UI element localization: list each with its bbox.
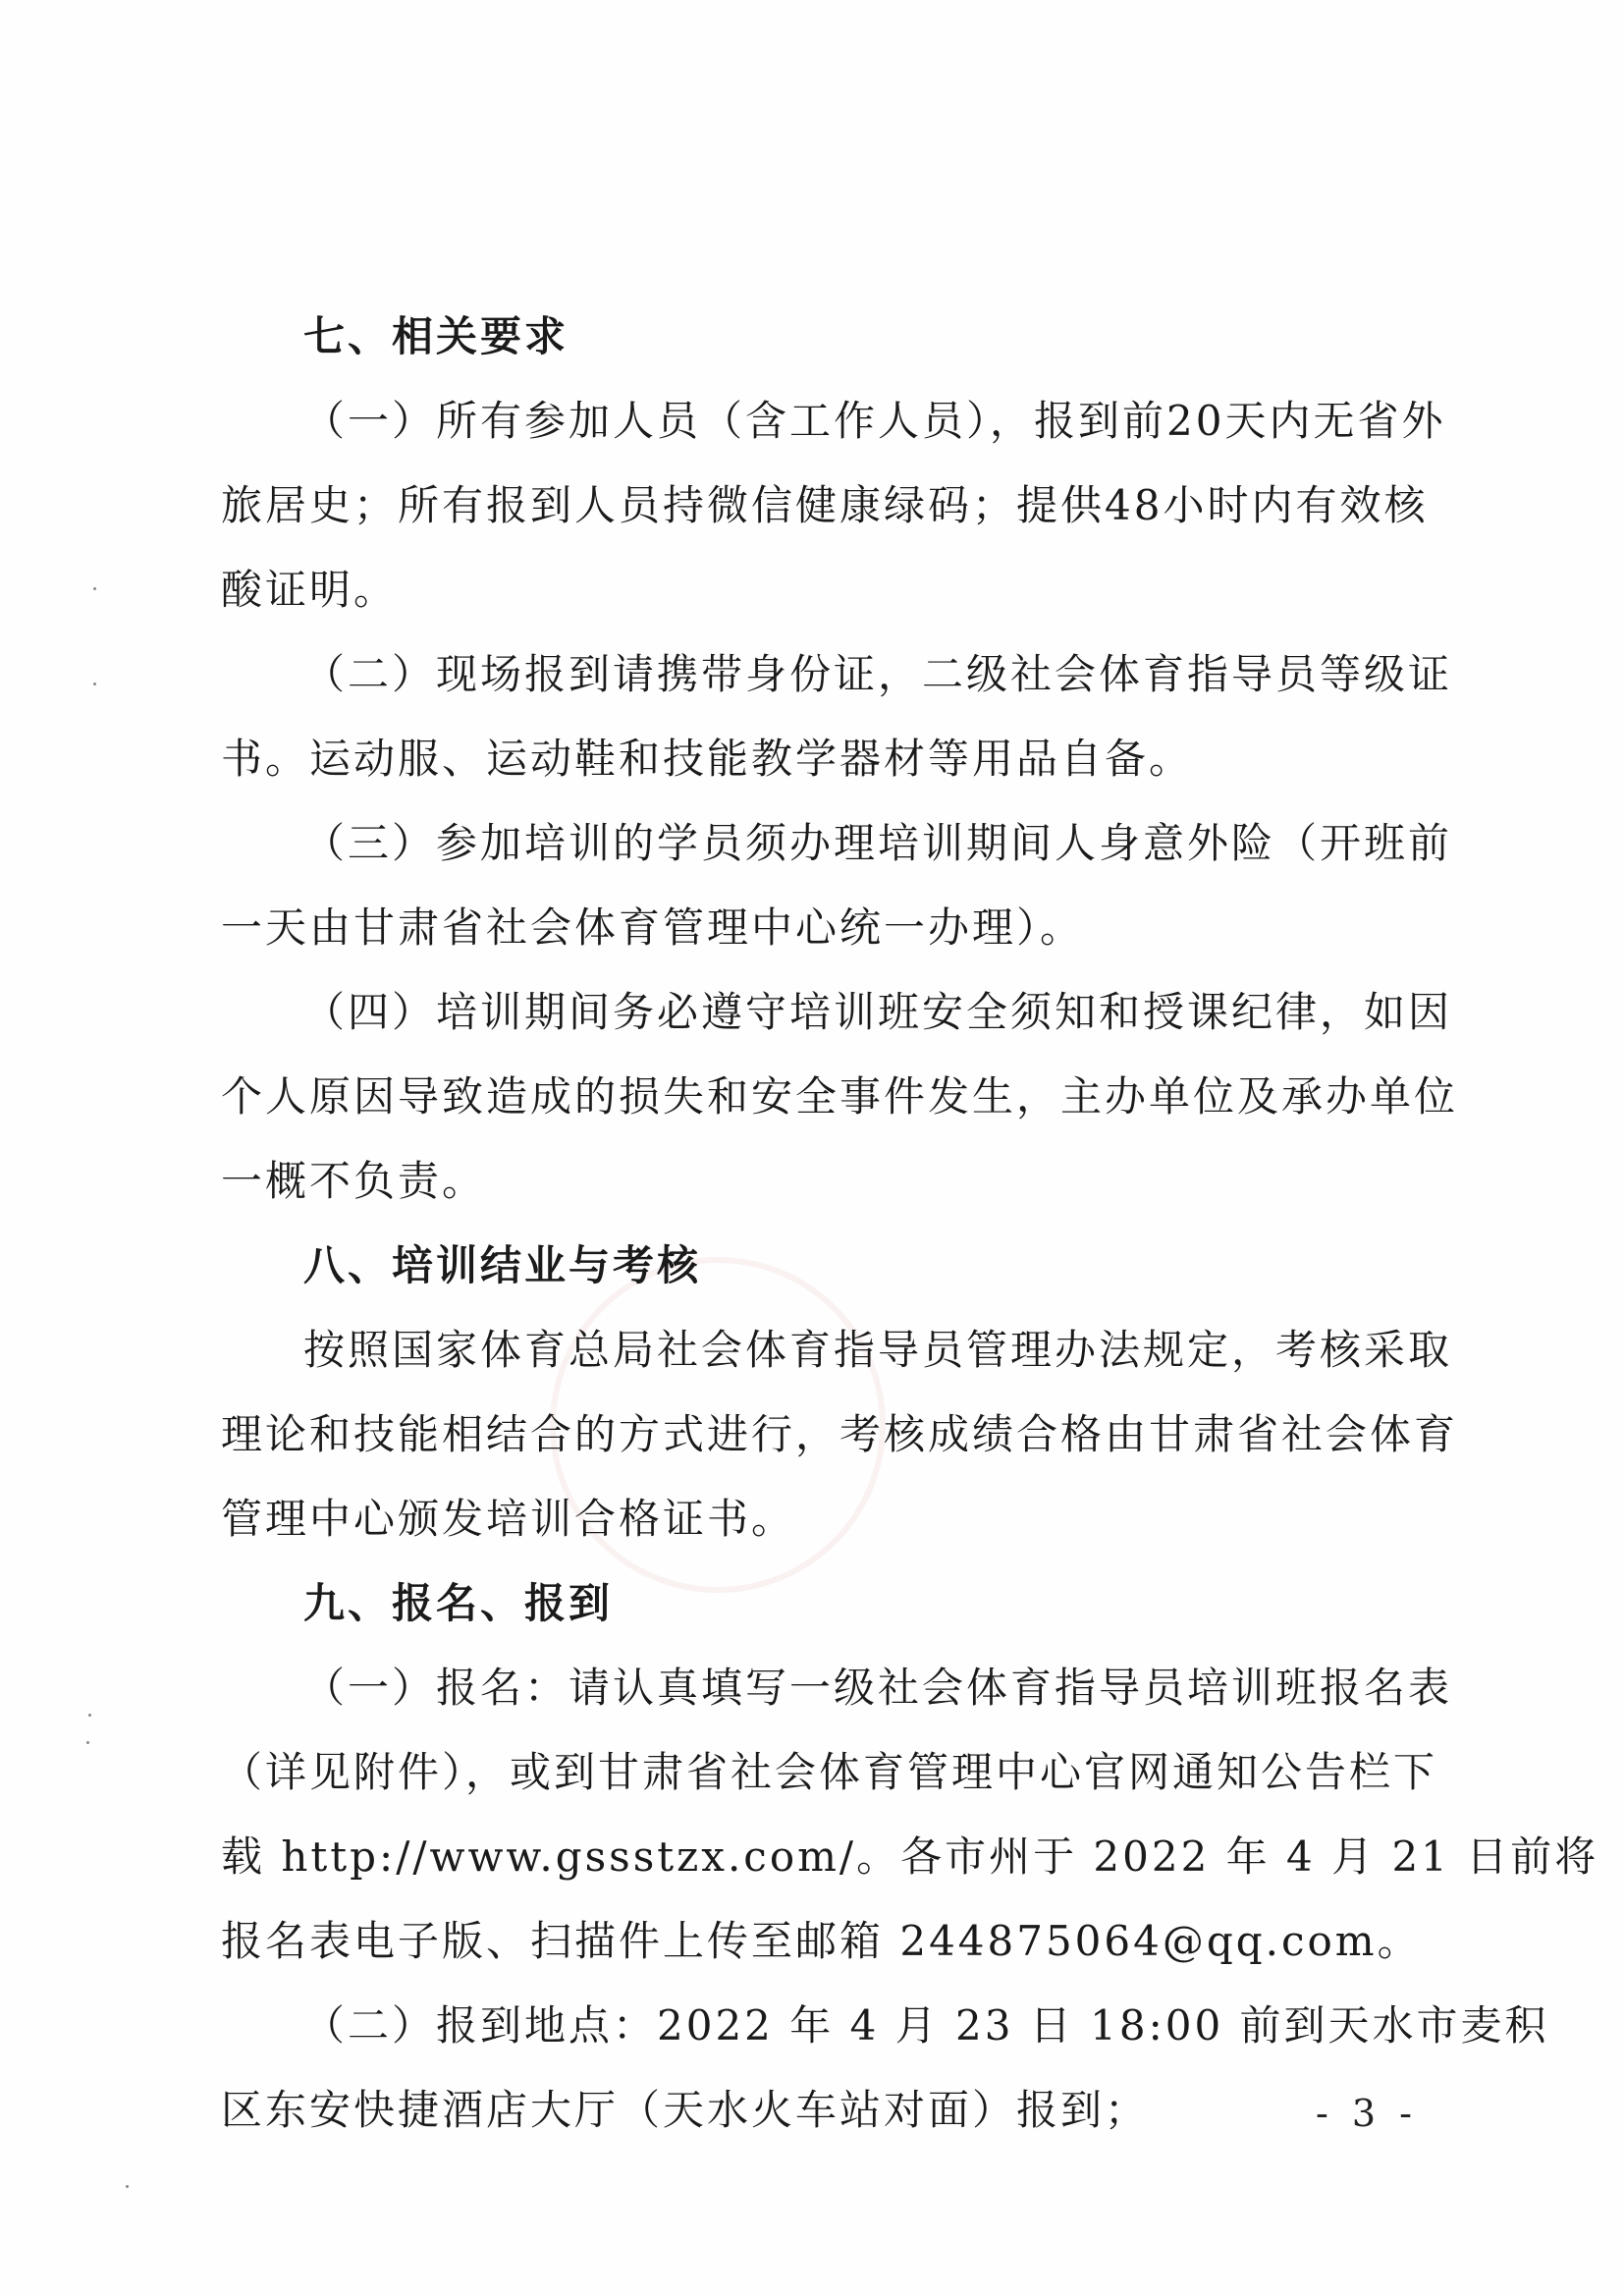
paragraph-line: 理论和技能相结合的方式进行，考核成绩合格由甘肃省社会体育 <box>221 1410 1459 1458</box>
paragraph-line: （四）培训期间务必遵守培训班安全须知和授课纪律，如因 <box>303 988 1453 1036</box>
paragraph-line: 个人原因导致造成的损失和安全事件发生，主办单位及承办单位 <box>221 1072 1459 1121</box>
paragraph-line: （三）参加培训的学员须办理培训期间人身意外险（开班前 <box>303 819 1453 867</box>
paragraph-line: 旅居史；所有报到人员持微信健康绿码；提供48小时内有效核 <box>221 481 1429 529</box>
paragraph-line: 管理中心颁发培训合格证书。 <box>221 1495 796 1543</box>
paragraph-line: （一）报名：请认真填写一级社会体育指导员培训班报名表 <box>303 1664 1453 1712</box>
paragraph-line: 按照国家体育总局社会体育指导员管理办法规定，考核采取 <box>303 1326 1453 1374</box>
paragraph-line: 一天由甘肃省社会体育管理中心统一办理）。 <box>221 903 1085 952</box>
paragraph-line: （详见附件），或到甘肃省社会体育管理中心官网通知公告栏下 <box>221 1748 1438 1796</box>
scan-speck <box>88 1714 91 1717</box>
document-body <box>221 295 1599 2153</box>
paragraph-line: 区东安快捷酒店大厅（天水火车站对面）报到； <box>221 2086 1150 2134</box>
section-heading-registration: 九、报名、报到 <box>303 1579 614 1627</box>
section-heading-completion: 八、培训结业与考核 <box>303 1241 702 1289</box>
scan-speck <box>93 683 96 685</box>
paragraph-line: 一概不负责。 <box>221 1157 487 1205</box>
paragraph-line: （一）所有参加人员（含工作人员），报到前20天内无省外 <box>303 397 1446 445</box>
section-heading-requirements: 七、相关要求 <box>303 312 569 360</box>
page-number: - 3 - <box>1316 2092 1419 2135</box>
paragraph-line: （二）报到地点：2022 年 4 月 23 日 18:00 前到天水市麦积 <box>303 2001 1549 2050</box>
scan-speck <box>93 587 96 590</box>
paragraph-line: 报名表电子版、扫描件上传至邮箱 244875064@qq.com。 <box>221 1917 1422 1965</box>
paragraph-line: 书。运动服、运动鞋和技能教学器材等用品自备。 <box>221 735 1194 783</box>
paragraph-line: 载 http://www.gssstzx.com/。各市州于 2022 年 4 月 21 日前将 <box>221 1832 1599 1881</box>
scan-speck <box>86 1741 89 1744</box>
scan-speck <box>126 2185 129 2188</box>
paragraph-line: 酸证明。 <box>221 566 399 614</box>
paragraph-line: （二）现场报到请携带身份证，二级社会体育指导员等级证 <box>303 650 1453 698</box>
